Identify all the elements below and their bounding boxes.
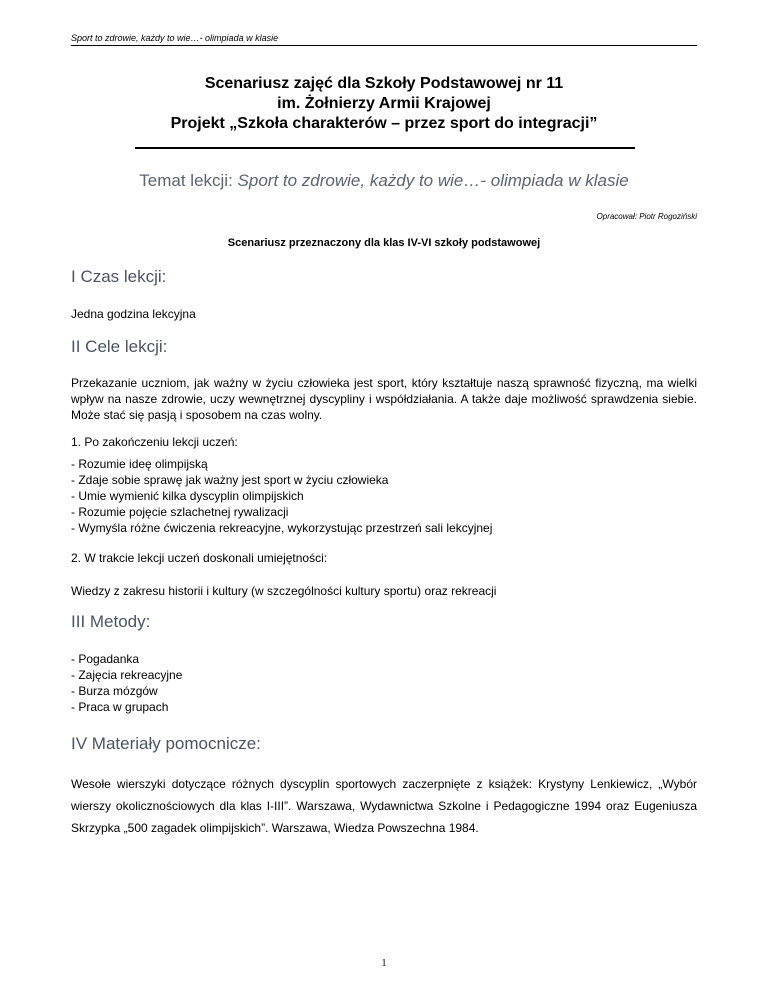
author-credit: Opracował: Piotr Rogoziński bbox=[596, 212, 697, 221]
title-line-3: Projekt „Szkoła charakterów – przez sport do integracji” bbox=[170, 115, 598, 132]
list-item: - Zajęcia rekreacyjne bbox=[71, 667, 697, 683]
title-line-1: Scenariusz zajęć dla Szkoły Podstawowej nr 11 bbox=[204, 75, 564, 92]
after-lesson-heading: 1. Po zakończeniu lekcji uczeń: bbox=[71, 435, 238, 449]
time-text: Jedna godzina lekcyjna bbox=[71, 307, 196, 321]
lesson-topic bbox=[71, 171, 697, 191]
lesson-topic-value: Sport to zdrowie, każdy to wie…- olimpiada w klasie bbox=[237, 171, 629, 190]
skills-heading: 2. W trakcie lekcji uczeń doskonali umiejętności: bbox=[71, 551, 328, 565]
list-item: - Umie wymienić kilka dyscyplin olimpijskich bbox=[71, 488, 697, 504]
goals-intro: Przekazanie uczniom, jak ważny w życiu człowieka jest sport, który kształtuje naszą sprawność fizyczną, ma wielki wpływ na nasze zdrowie, uczy wewnętrznej dyscypliny i współdziałania. A także daje możliwość sprawdzenia siebie. Może stać się pasją i sposobem na czas wolny. bbox=[71, 376, 697, 422]
materials-text: Wesołe wierszyki dotyczące różnych dyscyplin sportowych zaczerpnięte z książek: Krystyny Lenkiewicz, „Wybór wierszy okolicznościowych dla klas I-III”. Warszawa, Wydawnictwa Szkolne i Pedagogiczne 1994 oraz Eugeniusza Skrzypka „500 zagadek olimpijskich”. Warszawa, Wiedza Powszechna 1984. bbox=[71, 777, 697, 835]
skills-text: Wiedzy z zakresu historii i kultury (w szczególności kultury sportu) oraz rekreacji bbox=[71, 584, 497, 598]
section-heading-time: I Czas lekcji: bbox=[71, 267, 167, 286]
document-title bbox=[104, 74, 664, 134]
list-item: - Burza mózgów bbox=[71, 683, 697, 699]
list-item: - Wymyśla różne ćwiczenia rekreacyjne, wykorzystując przestrzeń sali lekcyjnej bbox=[71, 520, 697, 536]
methods-list bbox=[71, 651, 697, 715]
title-line-2: im. Żołnierzy Armii Krajowej bbox=[277, 95, 491, 112]
list-item: - Pogadanka bbox=[71, 651, 697, 667]
target-audience: Scenariusz przeznaczony dla klas IV-VI szkoły podstawowej bbox=[227, 237, 541, 249]
running-header: Sport to zdrowie, każdy to wie…- olimpiada w klasie bbox=[71, 33, 697, 46]
list-item: - Zdaje sobie sprawę jak ważny jest sport w życiu człowieka bbox=[71, 472, 697, 488]
section-heading-goals: II Cele lekcji: bbox=[71, 337, 168, 356]
page-number: 1 bbox=[381, 958, 387, 969]
list-item: - Rozumie pojęcie szlachetnej rywalizacji bbox=[71, 504, 697, 520]
section-heading-methods: III Metody: bbox=[71, 612, 151, 631]
title-divider bbox=[135, 147, 635, 149]
section-heading-materials: IV Materiały pomocnicze: bbox=[71, 734, 261, 753]
lesson-topic-label: Temat lekcji: bbox=[139, 171, 238, 190]
after-lesson-list bbox=[71, 456, 697, 536]
list-item: - Rozumie ideę olimpijską bbox=[71, 456, 697, 472]
list-item: - Praca w grupach bbox=[71, 699, 697, 715]
